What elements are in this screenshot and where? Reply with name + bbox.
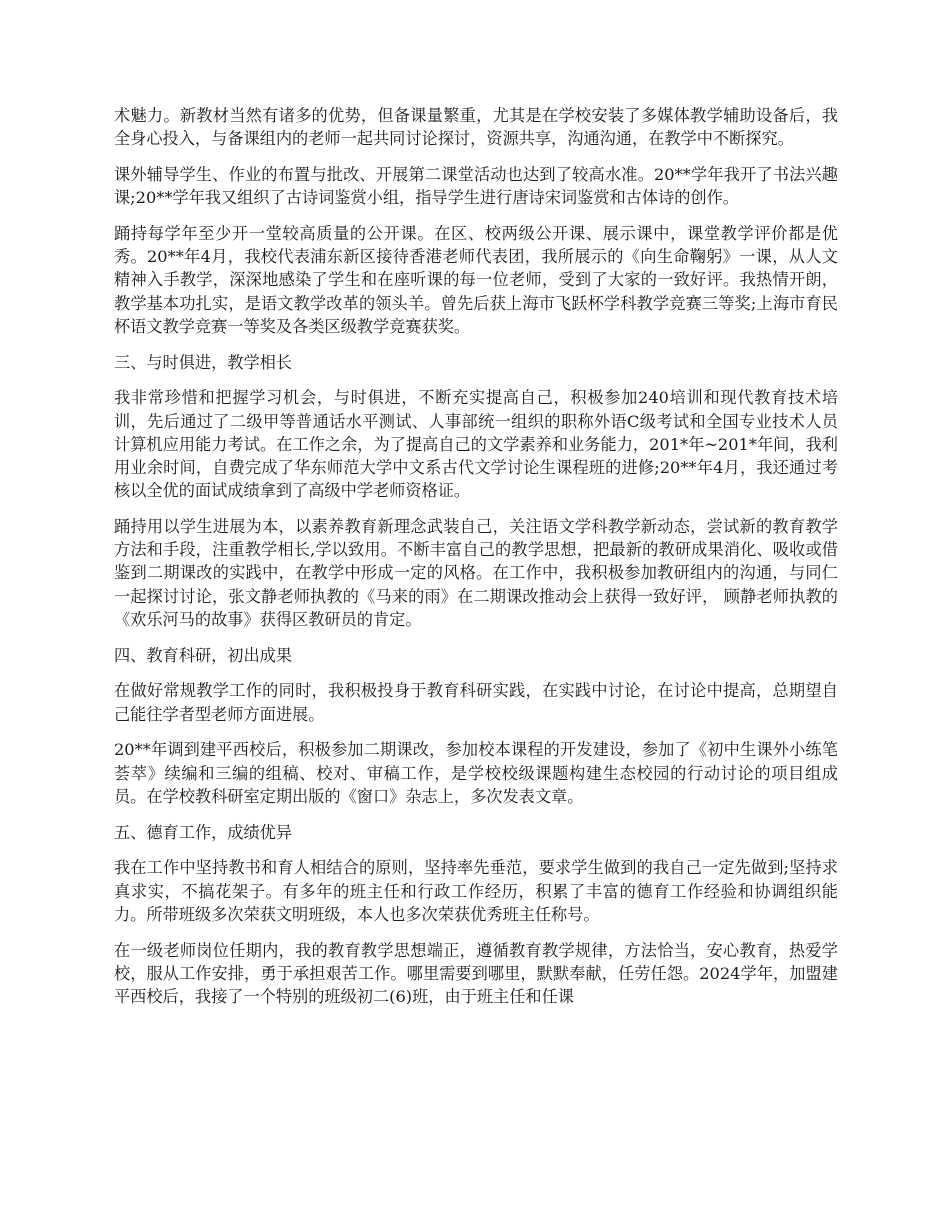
paragraph: 我在工作中坚持教书和育人相结合的原则，坚持率先垂范，要求学生做到的我自己一定先做到;坚持求真求实，不搞花架子。有多年的班主任和行政工作经历，积累了丰富的德育工作经验和协调组织能力。所带班级多次荣获文明班级，本人也多次荣获优秀班主任称号。	[114, 858, 838, 924]
paragraph: 踊持每学年至少开一堂较高质量的公开课。在区、校两级公开课、展示课中，课堂教学评价都是优秀。20**年4月，我校代表浦东新区接待香港老师代表团，我所展示的《向生命鞠躬》一课，从人文精神入手教学，深深地感染了学生和在座听课的每一位老师，受到了大家的一致好评。我热情开朗，教学基本功扎实，是语文教学改革的领头羊。曾先后获上海市飞跃杯学科教学竞赛三等奖;上海市育民杯语文教学竞赛一等奖及各类区级教学竞赛获奖。	[114, 224, 838, 336]
paragraph: 术魅力。新教材当然有诸多的优势，但备课量繁重，尤其是在学校安装了多媒体教学辅助设备后，我全身心投入，与备课组内的老师一起共同讨论探讨，资源共享，沟通沟通，在教学中不断探究。	[114, 106, 838, 149]
paragraph: 在一级老师岗位任期内，我的教育教学思想端正，遵循教育教学规律，方法恰当，安心教育，热爱学校，服从工作安排，勇于承担艰苦工作。哪里需要到哪里，默默奉献，任劳任怨。2024学年，加盟建平西校后，我接了一个特别的班级初二(6)班，由于班主任和任课	[114, 940, 838, 1007]
paragraph: 踊持用以学生进展为本，以素养教育新理念武装自己，关注语文学科教学新动态，尝试新的教育教学方法和手段，注重教学相长,学以致用。不断丰富自己的教学思想，把最新的教研成果消化、吸收或借鉴到二期课改的实践中，在教学中形成一定的风格。在工作中，我积极参加教研组内的沟通，与同仁一起探讨讨论，张文静老师执教的《马来的雨》在二期课改推动会上获得一致好评， 顾静老师执教的《欢乐河马的故事》获得区教研员的肯定。	[114, 517, 838, 629]
section-heading: 四、教育科研，初出成果	[114, 645, 293, 665]
paragraph: 20**年调到建平西校后，积极参加二期课改，参加校本课程的开发建设，参加了《初中生课外小练笔荟萃》续编和三编的组稿、校对、审稿工作，是学校校级课题构建生态校园的行动讨论的项目组成员。在学校教科研室定期出版的《窗口》杂志上，多次发表文章。	[114, 740, 838, 806]
paragraph: 我非常珍惜和把握学习机会，与时俱进，不断充实提高自己，积极参加240培训和现代教育技术培训，先后通过了二级甲等普通话水平测试、人事部统一组织的职称外语C级考试和全国专业技术人员计算机应用能力考试。在工作之余，为了提高自己的文学素养和业务能力，201*年~201*年间，我利用业余时间，自费完成了华东师范大学中文系古代文学讨论生课程班的进修;20**年4月，我还通过考核以全优的面试成绩拿到了高级中学老师资格证。	[114, 388, 838, 501]
section-heading: 五、德育工作，成绩优异	[114, 822, 293, 842]
paragraph: 课外辅导学生、作业的布置与批改、开展第二课堂活动也达到了较高水准。20**学年我开了书法兴趣课;20**学年我又组织了古诗词鉴赏小组，指导学生进行唐诗宋词鉴赏和古体诗的创作。	[114, 165, 838, 208]
section-heading: 三、与时俱进，教学相长	[114, 352, 293, 372]
document-body	[114, 104, 838, 1021]
paragraph: 在做好常规教学工作的同时，我积极投身于教育科研实践，在实践中讨论，在讨论中提高，总期望自己能往学者型老师方面进展。	[114, 681, 838, 724]
